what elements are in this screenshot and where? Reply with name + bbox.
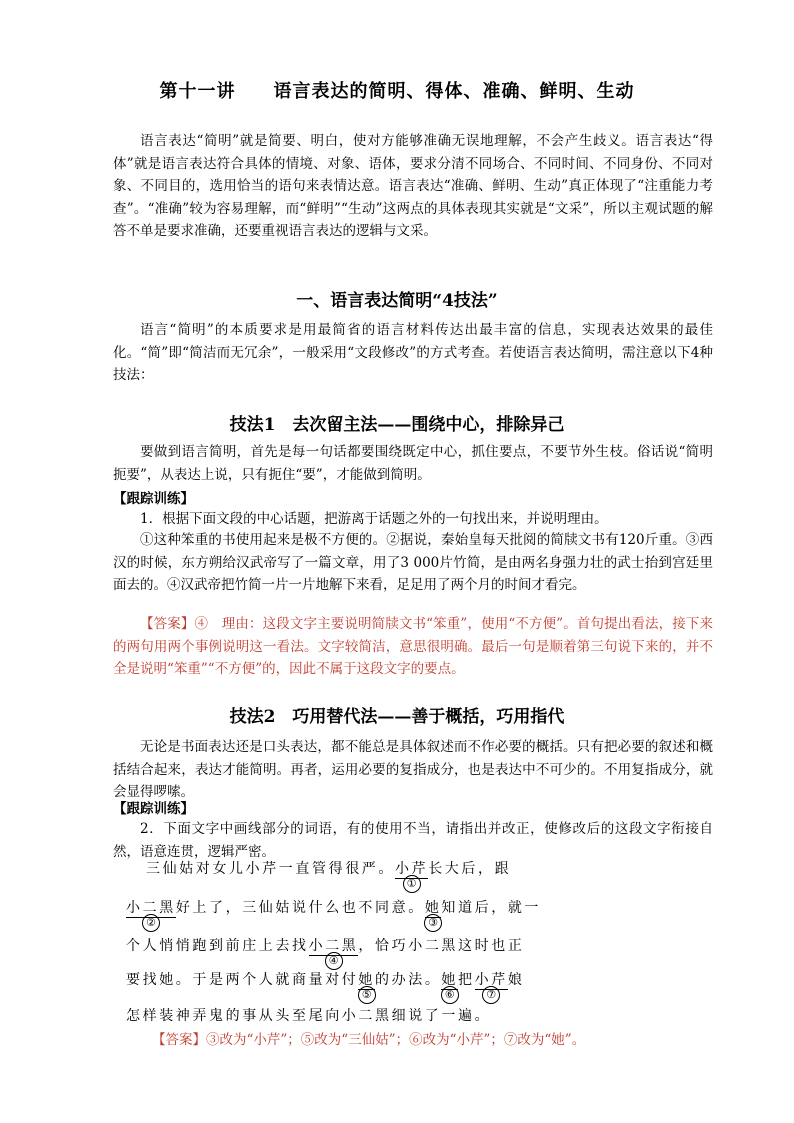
answer-1 — [113, 613, 713, 681]
training-label-2: 【跟踪训练】 — [113, 801, 194, 817]
passage-line-4: 要找她。于是两个人就商量对付她 ⑤ 的办法。她 ⑥ 把小芹 ⑦ 娘 — [126, 969, 616, 990]
underlined-word-7: 小芹 ⑦ — [475, 969, 508, 990]
underlined-word-3: 她 ③ — [425, 897, 442, 918]
underlined-word-2: 小二黑 ② — [126, 897, 176, 918]
question-2: 2．下面文字中画线部分的词语，有的使用不当，请指出并改正，使修改后的这段文字衔接自然，语意连贯，逻辑严密。 — [113, 821, 713, 860]
passage-line-3: 个人悄悄跑到前庄上去找小二黑 ④ ，恰巧小二黑这时也正 — [126, 935, 616, 956]
underlined-word-6: 她 ⑥ — [441, 969, 458, 990]
answer-2-tag: 【答案】 — [152, 1032, 206, 1048]
answer-1-text: ④ 理由：这段文字主要说明简牍文书“笨重”，使用“不方便”。首句提出看法，接下来的两句用两个事例说明这一看法。文字较简洁，意思很明确。最后一句是顺着第三句说下来的，并不全是说明“笨重”“不方便”的，因此不属于这段文字的要点。 — [113, 616, 714, 677]
circled-number-6: ⑥ — [441, 986, 459, 1004]
lecture-title: 第十一讲 语言表达的简明、得体、准确、鲜明、生动 — [159, 81, 635, 102]
passage-line-2: 小二黑 ② 好上了，三仙姑说什么也不同意。她 ③ 知道后，就一 — [126, 897, 616, 918]
circled-number-5: ⑤ — [358, 986, 376, 1004]
technique1-heading: 技法1 去次留主法——围绕中心，排除异己 — [229, 415, 565, 435]
section-intro-paragraph: 语言“简明”的本质要求是用最简省的语言材料传达出最丰富的信息，实现表达效果的最佳化。“简”即“简洁而无冗余”，一般采用“文段修改”的方式考查。若使语言表达简明，需注意以下4种技法： — [113, 322, 713, 383]
answer-2 — [152, 1028, 585, 1048]
circled-number-7: ⑦ — [482, 986, 500, 1004]
technique1-description: 要做到语言简明，首先是每一句话都要围绕既定中心，抓住要点，不要节外生枝。俗话说“简明扼要”，从表达上说，只有扼住“要”，才能做到简明。 — [113, 444, 713, 483]
answer-2-text: ③改为“小芹”；⑤改为“三仙姑”；⑥改为“小芹”；⑦改为“她”。 — [206, 1032, 586, 1048]
section-heading: 一、语言表达简明“4技法” — [296, 291, 498, 311]
training-label-1: 【跟踪训练】 — [113, 491, 194, 507]
underlined-word-4: 小二黑 ④ — [309, 935, 359, 956]
intro-paragraph: 语言表达“简明”就是简要、明白，使对方能够准确无误地理解，不会产生歧义。语言表达“得体”就是语言表达符合具体的情境、对象、语体，要求分清不同场合、不同时间、不同身份、不同对象、不同目的，选用恰当的语句来表情达意。语言表达“准确、鲜明、生动”真正体现了“注重能力考查”。“准确”较为容易理解，而“鲜明”“生动”这两点的具体表现其实就是“文采”，所以主观试题的解答不单是要求准确，还要重视语言表达的逻辑与文采。 — [113, 133, 713, 239]
underlined-word-1: 小芹 ① — [395, 858, 428, 879]
circled-number-3: ③ — [424, 914, 442, 932]
technique2-description: 无论是书面表达还是口头表达，都不能总是具体叙述而不作必要的概括。只有把必要的叙述和概括结合起来，表达才能简明。再者，运用必要的复指成分，也是表达中不可少的。不用复指成分，就会显得啰嗦。 — [113, 739, 713, 800]
passage-line-5: 怎样装神弄鬼的事从头至尾向小二黑细说了一遍。 — [126, 1008, 492, 1024]
circled-number-2: ② — [142, 914, 160, 932]
underlined-word-5: 她 ⑤ — [358, 969, 375, 990]
answer-1-tag: 【答案】 — [140, 616, 195, 632]
question-1: 1．根据下面文段的中心话题，把游离于话题之外的一句找出来，并说明理由。 — [140, 511, 608, 527]
passage-line-1: 三仙姑对女儿小芹一直管得很严。小芹 ① 长大后，跟 — [146, 858, 636, 879]
circled-number-4: ④ — [325, 952, 343, 970]
circled-number-1: ① — [403, 875, 421, 893]
question-1-passage: ①这种笨重的书使用起来是极不方便的。②据说，秦始皇每天批阅的简牍文书有120斤重。③西汉的时候，东方朔给汉武帝写了一篇文章，用了3 000片竹简，是由两名身强力壮的武士抬到宫廷里面去的。④汉武帝把竹简一片一片地解下来看，足足用了两个月的时间才看完。 — [113, 532, 713, 593]
technique2-heading: 技法2 巧用替代法——善于概括，巧用指代 — [229, 707, 565, 727]
